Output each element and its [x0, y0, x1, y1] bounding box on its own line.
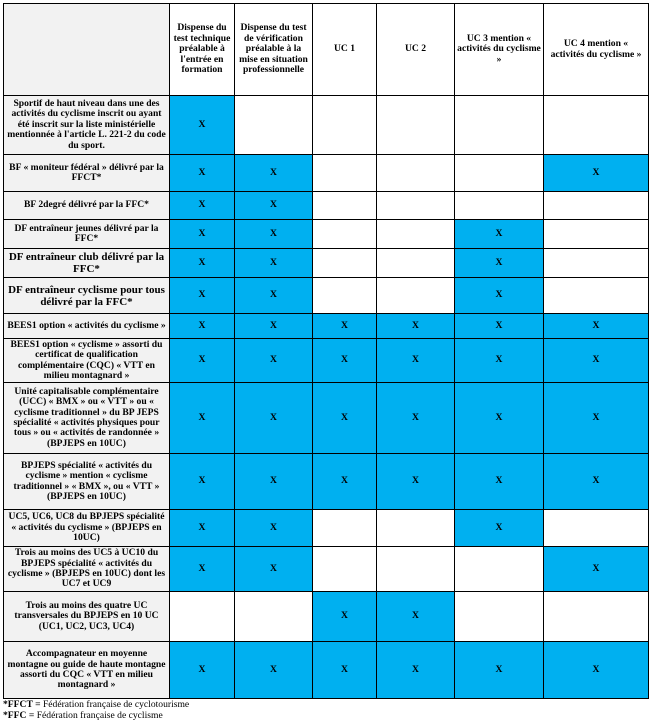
checked-cell: X — [170, 339, 235, 383]
equivalence-table — [3, 3, 649, 699]
checked-cell: X — [235, 339, 313, 383]
table-row — [4, 278, 649, 314]
checked-cell: X — [170, 155, 235, 192]
checked-cell: X — [313, 314, 377, 339]
row-label: Unité capitalisable complémentaire (UCC) « BMX » ou « VTT » ou « cyclisme traditionnel » du BP JEPS spécialité « activités physiques pour tous » ou « activités de randonnée » (BPJEPS en 10UC) — [4, 383, 170, 454]
empty-cell — [544, 249, 649, 278]
row-label: BF 2degré délivré par la FFC* — [4, 192, 170, 220]
checked-cell: X — [455, 454, 544, 510]
empty-cell — [377, 547, 455, 592]
checked-cell: X — [235, 220, 313, 249]
checked-cell: X — [544, 547, 649, 592]
empty-cell — [377, 249, 455, 278]
empty-cell — [455, 96, 544, 155]
empty-cell — [455, 155, 544, 192]
table-row — [4, 642, 649, 699]
footnote-abbr: *FFC = — [3, 710, 35, 721]
checked-cell: X — [170, 642, 235, 699]
table-row — [4, 510, 649, 547]
checked-cell: X — [455, 278, 544, 314]
empty-cell — [544, 278, 649, 314]
footnote-text: Fédération française de cyclotourisme — [40, 699, 190, 710]
checked-cell: X — [377, 642, 455, 699]
checked-cell: X — [235, 249, 313, 278]
table-row — [4, 155, 649, 192]
checked-cell: X — [544, 314, 649, 339]
checked-cell: X — [455, 249, 544, 278]
table-row — [4, 192, 649, 220]
column-header: UC 3 mention « activités du cyclisme » — [455, 4, 544, 96]
checked-cell: X — [544, 642, 649, 699]
row-label: Accompagnateur en moyenne montagne ou guide de haute montagne assorti du CQC « VTT en milieu montagnard » — [4, 642, 170, 699]
checked-cell: X — [235, 278, 313, 314]
empty-cell — [170, 592, 235, 642]
table-body — [4, 96, 649, 699]
table-row — [4, 314, 649, 339]
footnote-abbr: *FFCT = — [3, 699, 41, 710]
checked-cell: X — [377, 592, 455, 642]
checked-cell: X — [170, 192, 235, 220]
checked-cell: X — [235, 192, 313, 220]
empty-cell — [377, 192, 455, 220]
checked-cell: X — [544, 454, 649, 510]
checked-cell: X — [544, 155, 649, 192]
checked-cell: X — [313, 454, 377, 510]
checked-cell: X — [235, 155, 313, 192]
checked-cell: X — [170, 510, 235, 547]
empty-cell — [455, 192, 544, 220]
checked-cell: X — [377, 314, 455, 339]
checked-cell: X — [235, 383, 313, 454]
corner-cell — [4, 4, 170, 96]
column-header: UC 4 mention « activités du cyclisme » — [544, 4, 649, 96]
empty-cell — [455, 592, 544, 642]
empty-cell — [455, 547, 544, 592]
empty-cell — [313, 155, 377, 192]
empty-cell — [377, 96, 455, 155]
empty-cell — [544, 192, 649, 220]
empty-cell — [313, 249, 377, 278]
table-row — [4, 454, 649, 510]
empty-cell — [313, 510, 377, 547]
row-label: BF « moniteur fédéral » délivré par la FFCT* — [4, 155, 170, 192]
empty-cell — [377, 155, 455, 192]
header-row — [4, 4, 649, 96]
checked-cell: X — [235, 454, 313, 510]
row-label: UC5, UC6, UC8 du BPJEPS spécialité « activités du cyclisme » (BPJEPS en 10UC) — [4, 510, 170, 547]
checked-cell: X — [170, 383, 235, 454]
checked-cell: X — [377, 339, 455, 383]
empty-cell — [235, 592, 313, 642]
checked-cell: X — [455, 510, 544, 547]
checked-cell: X — [313, 339, 377, 383]
column-header: UC 2 — [377, 4, 455, 96]
footnote-text: Fédération française de cyclisme — [34, 710, 163, 721]
row-label: Trois au moins des quatre UC transversales du BPJEPS en 10 UC (UC1, UC2, UC3, UC4) — [4, 592, 170, 642]
empty-cell — [235, 96, 313, 155]
row-label: DF entraîneur club délivré par la FFC* — [4, 249, 170, 278]
empty-cell — [377, 220, 455, 249]
table-row — [4, 220, 649, 249]
checked-cell: X — [170, 454, 235, 510]
row-label: Sportif de haut niveau dans une des activités du cyclisme inscrit ou ayant été inscrit sur la liste ministérielle mentionnée à l'article L. 221-2 du code du sport. — [4, 96, 170, 155]
empty-cell — [544, 96, 649, 155]
checked-cell: X — [170, 96, 235, 155]
table-row — [4, 383, 649, 454]
footnote-ffc — [3, 710, 163, 721]
checked-cell: X — [313, 383, 377, 454]
checked-cell: X — [544, 339, 649, 383]
empty-cell — [313, 192, 377, 220]
empty-cell — [377, 278, 455, 314]
checked-cell: X — [544, 383, 649, 454]
empty-cell — [377, 510, 455, 547]
checked-cell: X — [170, 314, 235, 339]
empty-cell — [544, 592, 649, 642]
row-label: DF entraîneur jeunes délivré par la FFC* — [4, 220, 170, 249]
checked-cell: X — [170, 278, 235, 314]
checked-cell: X — [455, 339, 544, 383]
table-row — [4, 547, 649, 592]
row-label: BEES1 option « cyclisme » assorti du certificat de qualification complémentaire (CQC) « VTT en milieu montagnard » — [4, 339, 170, 383]
empty-cell — [313, 547, 377, 592]
checked-cell: X — [235, 547, 313, 592]
checked-cell: X — [313, 592, 377, 642]
checked-cell: X — [170, 249, 235, 278]
table-row — [4, 96, 649, 155]
checked-cell: X — [170, 220, 235, 249]
empty-cell — [313, 278, 377, 314]
checked-cell: X — [455, 642, 544, 699]
empty-cell — [313, 220, 377, 249]
column-header: Dispense du test technique préalable à l'entrée en formation — [170, 4, 235, 96]
checked-cell: X — [455, 383, 544, 454]
footnote-ffct — [3, 699, 189, 710]
empty-cell — [313, 96, 377, 155]
checked-cell: X — [235, 510, 313, 547]
checked-cell: X — [235, 642, 313, 699]
empty-cell — [544, 220, 649, 249]
row-label: BEES1 option « activités du cyclisme » — [4, 314, 170, 339]
checked-cell: X — [377, 454, 455, 510]
column-header: UC 1 — [313, 4, 377, 96]
table-row — [4, 339, 649, 383]
row-label: Trois au moins des UC5 à UC10 du BPJEPS spécialité « activités du cyclisme » (BPJEPS en 10UC) dont les UC7 et UC9 — [4, 547, 170, 592]
table-row — [4, 592, 649, 642]
table-row — [4, 249, 649, 278]
checked-cell: X — [455, 314, 544, 339]
column-header: Dispense du test de vérification préalable à la mise en situation professionnelle — [235, 4, 313, 96]
row-label: DF entraîneur cyclisme pour tous délivré par la FFC* — [4, 278, 170, 314]
empty-cell — [544, 510, 649, 547]
row-label: BPJEPS spécialité « activités du cyclisme » mention « cyclisme traditionnel » « BMX », ou « VTT » (BPJEPS en 10UC) — [4, 454, 170, 510]
checked-cell: X — [377, 383, 455, 454]
checked-cell: X — [455, 220, 544, 249]
checked-cell: X — [235, 314, 313, 339]
checked-cell: X — [170, 547, 235, 592]
checked-cell: X — [313, 642, 377, 699]
